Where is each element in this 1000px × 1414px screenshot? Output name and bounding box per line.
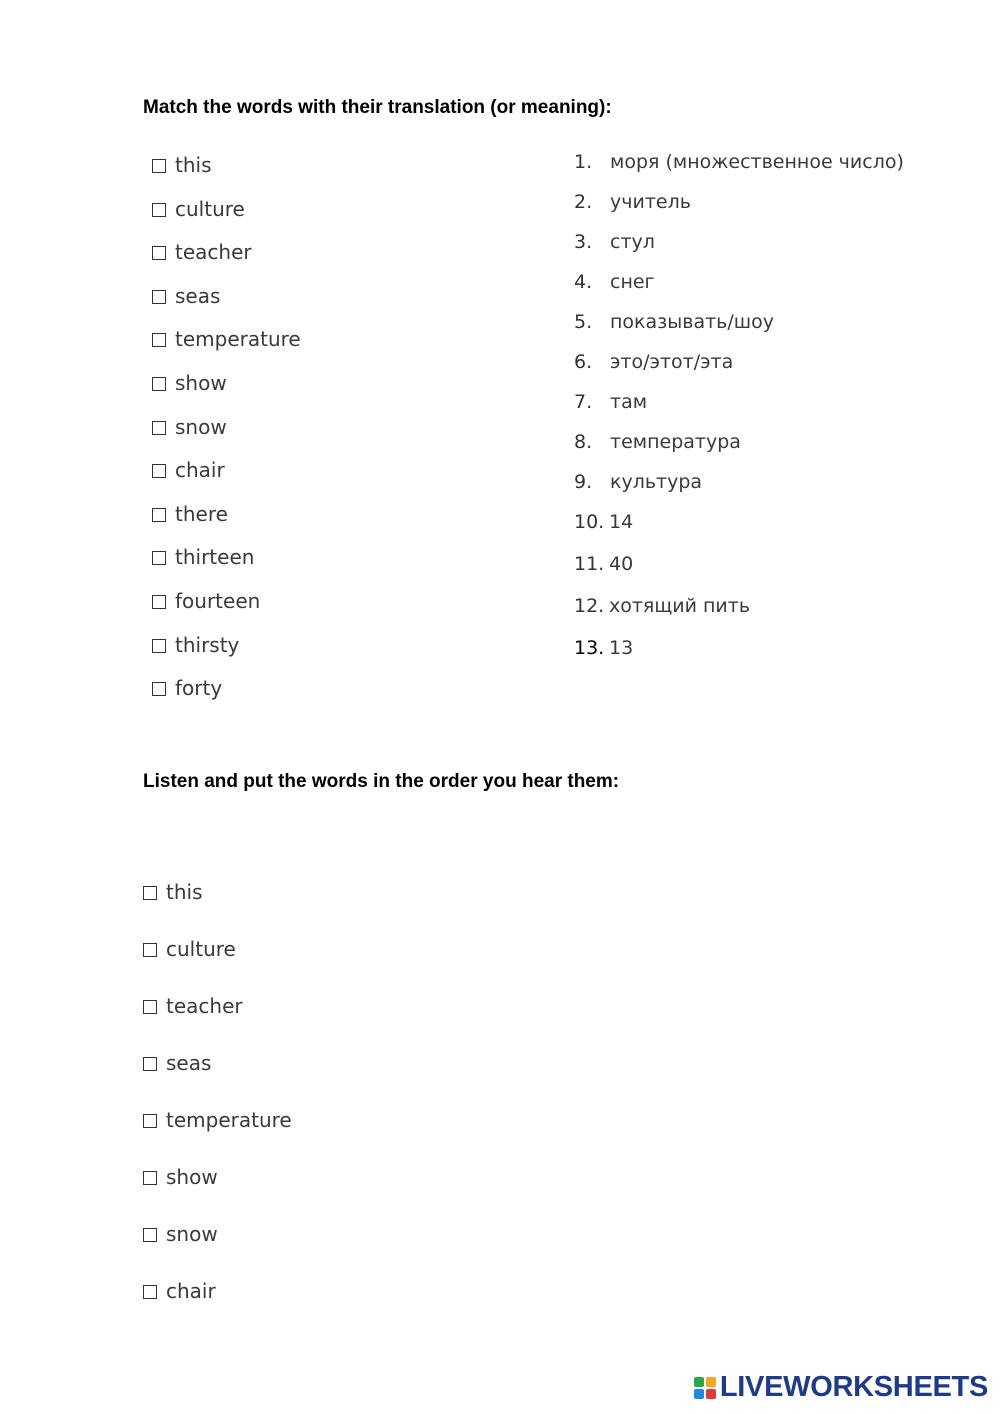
translation-item: [574, 391, 904, 431]
checkbox[interactable]: [152, 464, 166, 478]
translation-item: [574, 151, 904, 191]
checkbox[interactable]: [143, 1228, 157, 1242]
checkbox[interactable]: [152, 246, 166, 260]
match-word-label: show: [175, 370, 227, 395]
match-word-label: temperature: [175, 327, 301, 352]
translation-list: [574, 151, 904, 679]
match-heading: Match the words with their translation (or meaning):: [143, 97, 612, 118]
translation-item: [574, 637, 904, 679]
translation-number: 11.: [574, 553, 605, 575]
match-word-label: seas: [175, 283, 221, 308]
match-word-label: chair: [175, 458, 225, 483]
checkbox[interactable]: [152, 682, 166, 696]
listen-word-item: [143, 1051, 292, 1108]
translation-item: [574, 311, 904, 351]
match-word-list: [152, 153, 301, 720]
translation-number: 6.: [574, 351, 593, 373]
translation-item: [574, 595, 904, 637]
listen-word-item: [143, 1108, 292, 1165]
translation-item: [574, 271, 904, 311]
checkbox[interactable]: [143, 1057, 157, 1071]
match-word-label: there: [175, 501, 228, 526]
translation-number: 13.: [574, 637, 605, 659]
logo-square-red: [706, 1389, 716, 1399]
listen-word-label: seas: [166, 1051, 212, 1075]
translation-number: 10.: [574, 511, 605, 533]
match-word-item: [152, 197, 301, 241]
listen-word-item: [143, 1222, 292, 1279]
checkbox[interactable]: [152, 290, 166, 304]
listen-word-label: snow: [166, 1222, 218, 1246]
translation-text: там: [610, 391, 648, 413]
checkbox[interactable]: [143, 1171, 157, 1185]
translation-item: [574, 431, 904, 471]
match-word-item: [152, 415, 301, 459]
translation-number: 4.: [574, 271, 593, 293]
match-word-label: this: [175, 153, 212, 177]
translation-number: 3.: [574, 231, 593, 253]
listen-word-label: this: [166, 880, 203, 904]
translation-text: снег: [610, 271, 655, 293]
match-word-item: [152, 589, 301, 633]
listen-word-item: [143, 937, 292, 994]
translation-item: [574, 191, 904, 231]
translation-item: [574, 511, 904, 553]
translation-text: стул: [610, 231, 655, 253]
listen-word-list: [143, 880, 292, 1336]
checkbox[interactable]: [152, 203, 166, 217]
translation-text: 14: [609, 511, 634, 533]
match-word-item: [152, 327, 301, 371]
match-word-item: [152, 502, 301, 546]
listen-word-label: culture: [166, 937, 236, 961]
logo-square-blue: [694, 1389, 704, 1399]
listen-heading: Listen and put the words in the order you hear them:: [143, 771, 620, 792]
match-word-item: [152, 153, 301, 197]
listen-word-item: [143, 1279, 292, 1336]
match-word-label: snow: [175, 414, 227, 439]
translation-text: показывать/шоу: [610, 311, 775, 333]
translation-text: учитель: [610, 191, 691, 213]
checkbox[interactable]: [152, 159, 166, 173]
listen-word-label: chair: [166, 1279, 216, 1303]
match-word-item: [152, 240, 301, 284]
logo-square-green: [694, 1377, 704, 1387]
listen-word-item: [143, 1165, 292, 1222]
checkbox[interactable]: [152, 639, 166, 653]
match-word-item: [152, 458, 301, 502]
checkbox[interactable]: [143, 1285, 157, 1299]
match-word-label: thirteen: [175, 545, 255, 570]
translation-text: моря (множественное число): [610, 151, 904, 173]
translation-text: 13: [609, 637, 634, 659]
listen-word-label: teacher: [166, 994, 243, 1018]
match-word-label: fourteen: [175, 588, 261, 613]
match-word-label: forty: [175, 676, 223, 701]
match-word-item: [152, 284, 301, 328]
listen-word-item: [143, 994, 292, 1051]
checkbox[interactable]: [143, 886, 157, 900]
translation-item: [574, 471, 904, 511]
checkbox[interactable]: [143, 1000, 157, 1014]
match-word-label: thirsty: [175, 632, 240, 657]
listen-word-label: temperature: [166, 1108, 292, 1132]
translation-text: хотящий пить: [609, 595, 751, 617]
translation-text: температура: [610, 431, 741, 453]
translation-item: [574, 231, 904, 271]
translation-number: 8.: [574, 431, 593, 453]
translation-number: 9.: [574, 471, 593, 493]
match-word-item: [152, 545, 301, 589]
translation-number: 1.: [574, 151, 593, 173]
match-word-item: [152, 676, 301, 720]
translation-item: [574, 553, 904, 595]
checkbox[interactable]: [152, 551, 166, 565]
translation-text: это/этот/эта: [610, 351, 734, 373]
translation-number: 2.: [574, 191, 593, 213]
logo-square-orange: [706, 1377, 716, 1387]
listen-word-label: show: [166, 1165, 218, 1189]
match-word-item: [152, 371, 301, 415]
translation-text: 40: [609, 553, 634, 575]
match-word-item: [152, 633, 301, 677]
checkbox[interactable]: [152, 421, 166, 435]
checkbox[interactable]: [143, 943, 157, 957]
match-word-label: teacher: [175, 240, 252, 265]
checkbox[interactable]: [152, 595, 166, 609]
brand-name: LIVEWORKSHEETS: [719, 1371, 988, 1403]
translation-number: 7.: [574, 391, 593, 413]
brand-logo-mark: [694, 1371, 988, 1404]
listen-word-item: [143, 880, 292, 937]
checkbox[interactable]: [152, 333, 166, 347]
translation-number: 12.: [574, 595, 605, 617]
checkbox[interactable]: [152, 377, 166, 391]
checkbox[interactable]: [152, 508, 166, 522]
translation-number: 5.: [574, 311, 593, 333]
translation-text: культура: [610, 471, 703, 493]
liveworksheets-logo-icon: [694, 1377, 716, 1399]
match-word-label: culture: [175, 196, 245, 221]
checkbox[interactable]: [143, 1114, 157, 1128]
translation-item: [574, 351, 904, 391]
